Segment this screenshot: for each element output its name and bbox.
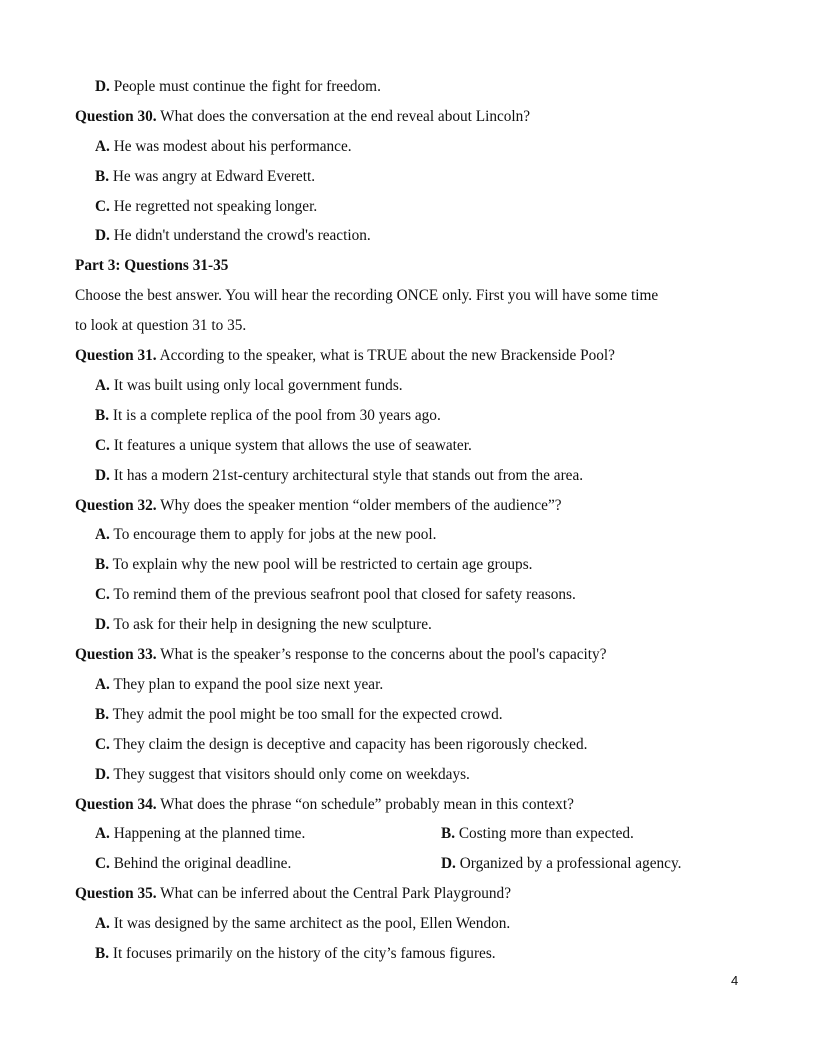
q32-option-a xyxy=(95,526,436,544)
option-text: Costing more than expected. xyxy=(455,825,634,842)
option-letter: D. xyxy=(441,855,456,872)
option-text: It is a complete replica of the pool from 30 years ago. xyxy=(109,407,441,424)
option-letter: B. xyxy=(95,706,110,723)
question-text: What does the conversation at the end reveal about Lincoln? xyxy=(156,108,531,125)
q31-option-c xyxy=(95,437,472,455)
question-31 xyxy=(75,347,615,365)
page-number: 4 xyxy=(731,973,739,988)
question-34 xyxy=(75,796,574,814)
option-letter: B. xyxy=(95,945,110,962)
option-text: They plan to expand the pool size next year. xyxy=(109,676,384,693)
option-letter: A. xyxy=(95,915,110,932)
option-letter: D. xyxy=(95,766,110,783)
question-35 xyxy=(75,885,511,903)
question-text: Why does the speaker mention “older members of the audience”? xyxy=(156,497,562,514)
q34-option-a xyxy=(95,825,305,843)
q32-option-c xyxy=(95,586,576,604)
option-letter: A. xyxy=(95,377,110,394)
option-text: It focuses primarily on the history of the city’s famous figures. xyxy=(109,945,496,962)
q32-option-b xyxy=(95,556,532,574)
q33-option-b xyxy=(95,706,503,724)
option-letter: A. xyxy=(95,526,110,543)
option-text: It was built using only local government funds. xyxy=(109,377,403,394)
option-letter: D. xyxy=(95,467,110,484)
option-letter: B. xyxy=(441,825,456,842)
q31-option-a xyxy=(95,377,403,395)
q30-option-d xyxy=(95,227,371,245)
question-text: What can be inferred about the Central Park Playground? xyxy=(156,885,511,902)
q32-option-d xyxy=(95,616,432,634)
question-32 xyxy=(75,497,562,515)
question-label: Question 33. xyxy=(75,646,157,663)
q30-option-c xyxy=(95,198,317,216)
q30-option-a xyxy=(95,138,352,156)
option-text: To encourage them to apply for jobs at the new pool. xyxy=(109,526,437,543)
q33-option-a xyxy=(95,676,383,694)
q34-option-b xyxy=(441,825,634,843)
part-3-instructions-line-2: to look at question 31 to 35. xyxy=(75,317,247,334)
option-letter: C. xyxy=(95,736,110,753)
option-letter: B. xyxy=(95,556,110,573)
q33-option-d xyxy=(95,766,470,784)
option-text: He regretted not speaking longer. xyxy=(109,198,318,215)
part-3-heading: Part 3: Questions 31-35 xyxy=(75,257,229,274)
option-letter: C. xyxy=(95,855,110,872)
option-letter: A. xyxy=(95,676,110,693)
question-text: According to the speaker, what is TRUE about the new Brackenside Pool? xyxy=(156,347,615,364)
q34-option-c xyxy=(95,855,291,873)
option-text: It features a unique system that allows the use of seawater. xyxy=(109,437,472,454)
option-letter: C. xyxy=(95,198,110,215)
option-text: It has a modern 21st-century architectural style that stands out from the area. xyxy=(109,467,584,484)
q29-option-d xyxy=(95,78,381,96)
question-text: What is the speaker’s response to the concerns about the pool's capacity? xyxy=(156,646,607,663)
option-letter: B. xyxy=(95,168,110,185)
option-text: They admit the pool might be too small for the expected crowd. xyxy=(109,706,503,723)
question-label: Question 34. xyxy=(75,796,157,813)
q31-option-b xyxy=(95,407,441,425)
option-letter: A. xyxy=(95,138,110,155)
option-text: Happening at the planned time. xyxy=(109,825,306,842)
question-label: Question 35. xyxy=(75,885,157,902)
option-text: He was modest about his performance. xyxy=(109,138,352,155)
question-label: Question 31. xyxy=(75,347,157,364)
option-letter: A. xyxy=(95,825,110,842)
option-text: He was angry at Edward Everett. xyxy=(109,168,316,185)
option-text: It was designed by the same architect as the pool, Ellen Wendon. xyxy=(109,915,511,932)
option-text: They suggest that visitors should only come on weekdays. xyxy=(109,766,470,783)
option-text: To remind them of the previous seafront pool that closed for safety reasons. xyxy=(109,586,576,603)
option-text: Behind the original deadline. xyxy=(109,855,292,872)
question-30 xyxy=(75,108,530,126)
option-letter: D. xyxy=(95,78,110,95)
option-text: People must continue the fight for freedom. xyxy=(109,78,381,95)
q35-option-b xyxy=(95,945,496,963)
option-text: To explain why the new pool will be restricted to certain age groups. xyxy=(109,556,533,573)
question-label: Question 30. xyxy=(75,108,157,125)
option-text: He didn't understand the crowd's reaction. xyxy=(109,227,371,244)
q30-option-b xyxy=(95,168,315,186)
option-letter: D. xyxy=(95,616,110,633)
question-label: Question 32. xyxy=(75,497,157,514)
option-letter: C. xyxy=(95,437,110,454)
option-text: They claim the design is deceptive and capacity has been rigorously checked. xyxy=(109,736,588,753)
q33-option-c xyxy=(95,736,587,754)
option-letter: B. xyxy=(95,407,110,424)
question-text: What does the phrase “on schedule” probably mean in this context? xyxy=(156,796,574,813)
q35-option-a xyxy=(95,915,510,933)
q31-option-d xyxy=(95,467,583,485)
part-3-instructions-line-1: Choose the best answer. You will hear the recording ONCE only. First you will have some time xyxy=(75,287,659,304)
option-letter: C. xyxy=(95,586,110,603)
option-text: To ask for their help in designing the new sculpture. xyxy=(109,616,432,633)
question-33 xyxy=(75,646,607,664)
option-letter: D. xyxy=(95,227,110,244)
option-text: Organized by a professional agency. xyxy=(455,855,682,872)
q34-option-d xyxy=(441,855,681,873)
